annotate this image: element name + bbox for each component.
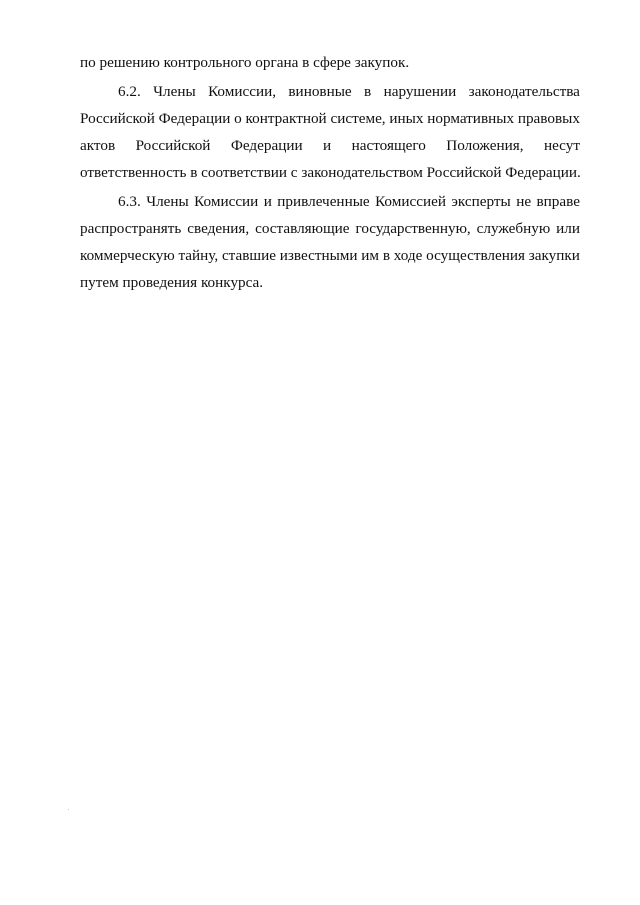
paragraph-6-3-first-line: 6.3. Члены Комиссии и привлеченные Комиссией эксперты не вправе [118,193,580,210]
text-line-1: по решению контрольного органа в сфере закупок. [80,54,410,71]
paragraph-6-2-line-2: Российской Федерации о контрактной системе, иных нормативных правовых [80,110,580,127]
document-body [80,49,580,296]
paragraph-6-3-line-3: коммерческую тайну, ставшие известными им в ходе осуществления закупки [80,247,580,264]
scan-speck [68,809,69,810]
paragraph-6-2-line-3: актов Российской Федерации и настоящего Положения, несут [80,137,580,154]
paragraph-6-2-last-line: ответственность в соответствии с законодательством Российской Федерации. [80,164,581,181]
paragraph-6-3-last-line: путем проведения конкурса. [80,274,264,291]
paragraph-6-2-first-line: 6.2. Члены Комиссии, виновные в нарушении законодательства [118,83,580,100]
paragraph-6-3-line-2: распространять сведения, составляющие государственную, служебную или [80,220,580,237]
